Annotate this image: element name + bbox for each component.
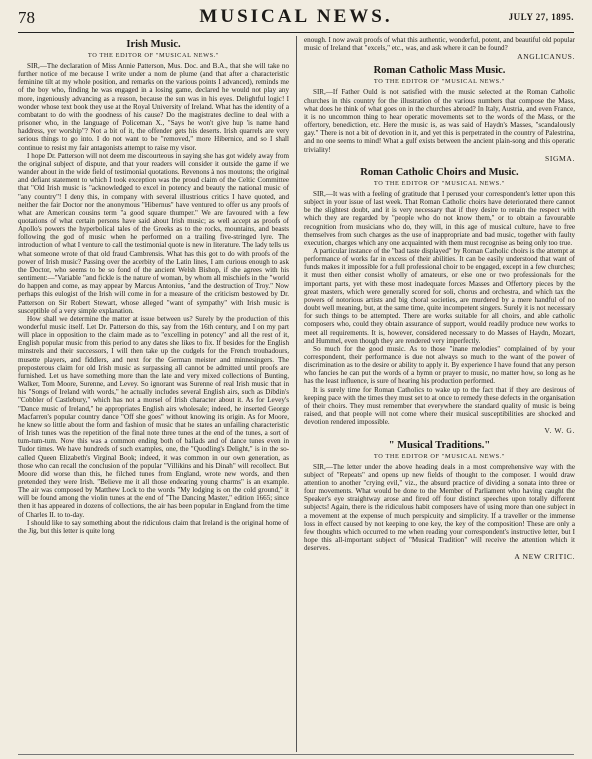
right-column (304, 36, 575, 564)
article-kicker: TO THE EDITOR OF "MUSICAL NEWS." (373, 179, 506, 187)
column-divider (296, 36, 297, 752)
page-header (18, 6, 574, 30)
signature: V. W. G. (544, 426, 575, 436)
paragraph: SIR,—The letter under the above heading deals in a most comprehensive way with the subject of "Repeats" and opens up new fields of thought to the composer. I would draw attention to another "crying evil," viz., the absurd practice of dividing a sonata into three or four movements. What would be done to the Member of Parliament who having caught the Speaker's eye straightway arose and fired off four distinct speeches upon totally different subjects! Again, there is the ridiculous habit composers have of using more than one subject in a movement at the expense of much perspicuity and simplicity. If a traveller or the immense loss in effect caused by not keeping to one key, the key of the composition! These are only a few thoughts which occurred to me when reading your correspondent's instructive letter, but I hope this all-important subject of "Musical Tradition" will receive the attention which it deserves. (304, 462, 575, 553)
article-kicker: TO THE EDITOR OF "MUSICAL NEWS." (87, 52, 220, 59)
signature: A NEW CRITIC. (514, 552, 575, 562)
paragraph: I should like to say something about the ridiculous claim that Ireland is the original home of the Jig, but this letter is quite long (18, 518, 289, 535)
issue-date: JULY 27, 1895. (508, 12, 574, 22)
page-number: 78 (18, 8, 35, 27)
paragraph: SIR,—It was with a feeling of gratitude that I perused your correspondent's letter upon this subject in your issue of last week. That Roman Catholic choirs have deteriorated there cannot be the slightest doubt, and it is very necessary that if they desire to retain the respect with which they are regarded by "people who do not know them," or to obtain a favourable recognition from musicians who do, they will, in this age of musical culture, have to free themselves from such charges as the use of inappropriate and bad music, together with faulty execution, charges which any one acquainted with them must recognise as being only too true. (304, 189, 575, 247)
journal-title: MUSICAL NEWS. (199, 6, 393, 27)
paragraph: It is surely time for Roman Catholics to wake up to the fact that if they are desirous of keeping pace with the times they must set to at once to remedy these defects in the organisation of their choirs. They must remember that everywhere the standard quality of music is being raised, and that people will not come where their musical susceptibilities are shocked and devotion rendered impossible. (304, 385, 575, 427)
paragraph: How shall we determine the matter at issue between us? Surely by the production of this wonderful music itself. Let Dr. Patterson do this, say from the 16th century, and I on my part will place in opposition to the claim made as to "excelling in potency" and all the rest of it, English popular music from this period to any dates she likes to fix. If besides for the English minstrels and their successors, I will then take up the cudgels for the French troubadours, musette players, and fiddlers, and next for the German meister and minnesingers. The preposterous claim for old Irish music as surpassing all cannot be admitted until proofs are furnished. Let us have something more than the late and very mixed collections of Bunting, Walker, Tom Moore, Surenne, and Levey. So ignorant was Surenne of real Irish music that in his "Songs of Ireland with words," he actually includes several English airs, such as Dibdin's "Cobbler of Castlebury," which has not a morsel of Irish character about it. As for Levey's "Dance music of Ireland," he appropriates English airs wholesale; indeed, he inserted George Macfarren's popular country dance "Off she goes" without knowing its origin. As for Moore, he knew so little about the form and fashion of music that he states an unfailing characteristic of Irish tunes was the repetition of the final note three tunes at the end of the tunes, a sort of tum-tum-tum. Now this was a common ending both of ballads and of dance tunes even in Tudor times. We have hundreds of such examples, one, the "Quodling's Delight," is in the so-called Queen Elizabeth's Virginal Book; indeed, it was common in our own generation, as those who can recall the conclusion of the popular "Villikins and his Dinah" will recollect. But Moore did worse than this, he filched tunes from England, wrote new words, and then pretended they were Irish. "Believe me it all those endearing young charms" is an example. The air was composed by Matthew Lock to the words "My lodging is on the cold ground," it will be found among the violin tunes at the end of "The Dancing Master," edition 1665; since then it has appeared in dozens of collections, the air has been popular in England from the time of Charles II. to to-day. (18, 314, 289, 519)
header-rule (18, 32, 574, 33)
signature: SIGMA. (545, 153, 575, 163)
bottom-rule (18, 754, 574, 755)
article-kicker: TO THE EDITOR OF "MUSICAL NEWS." (373, 452, 506, 460)
paragraph: So much for the good music. As to those "inane melodies" complained of by your correspondent, their performance is due not always so much to the want of the power of discrimination as to the desire or ability to apply it. By experience I have found that any person who fancies he can put the words of a hymn or prayer to music, no matter how, so long as he has the least influence, is sure of hearing his production performed. (304, 344, 575, 386)
paragraph-continued: enough. I now await proofs of what this authentic, wonderful, potent, and beautiful old popular music of Ireland that "excels," etc., was, and ask where it can be found? (304, 36, 575, 53)
left-column (18, 36, 289, 535)
paragraph: SIR,—The declaration of Miss Annie Patterson, Mus. Doc. and B.A., that she will take no further notice of me because I write under a nom de plume (and that after a characteristic feminine tilt at my whole position, and remarks on the various points I advanced), reminds me of the boy who, finding he was engaged in a losing game, declared he would not play any more, ingeniously advancing as a reason, because the sun was in his eyes. Delightful logic! I wonder whose text book they use at the Royal University of Ireland. What has the identity of a combatant to do with the goodness of his cause? Do the magistrates decline to deal with a prisoner who, in the language of Policeman X., "Says he won't give hup 'is name hand haddress, yer worship"? Not a bit of it, the offender gets his deserts. Irish quarrels are very serious things to go into. I do not want to be "removed," more Hibernice, and so I shall continue to resist my fair antagonists attempt to raise my visor. (18, 62, 289, 152)
article-title-mass-music: Roman Catholic Mass Music. (373, 65, 506, 77)
article-title-musical-traditions: " Musical Traditions." (388, 439, 491, 451)
paragraph: A particular instance of the "bad taste displayed" by Roman Catholic choirs is the attempt at performance of works far in excess of their abilities. It can be easily understood that want of funds makes it impossible for a full professional choir to be engaged, except in a few churches; it must then either consist wholly of amateurs, or else one or two professionals for the important parts, yet with these most inadequate forces Masses and Offertory pieces by the great masters, which were generally scored for soli, chorus and orchestra, and which tax the powers of notorious artists and big choral societies, are murdered by a mere handful of no doubt well meaning, but, at the same time, quite incompetent singers. Surely it is not necessary for such things to be attempted. There are works suitable for all choirs, and able catholic composers who, could they obtain assurance of support, would readily produce new works to meet all requirements. It is, however, considered necessary to do Masses of Haydn, Mozart, and Hummel, even though they are rendered very imperfectly. (304, 246, 575, 345)
article-title-choirs-and-music: Roman Catholic Choirs and Music. (360, 166, 519, 178)
signature: ANGLICANUS. (517, 52, 575, 62)
article-title-irish-music: Irish Music. (126, 39, 181, 50)
paragraph: SIR,—If Father Ould is not satisfied with the music selected at the Roman Catholic churches in this country for the illustration of the various numbers that compose the Mass, what does he think of what goes on in the churches abroad? In Italy, Austria, and even France, it is no uncommon thing to hear operatic movements set to the words of the Mass, or the offertory, benediction, etc. Here the music is, as was said of Haydn's Masses, "scandalously gay." There is not a bit of devotion in it, and yet this is perpetrated in the country of Palestrina, and no one seems to mind! What a gulf exists between the ancient plain-song and this operatic triviality! (304, 88, 575, 154)
paragraph: I hope Dr. Patterson will not deem me discourteous in saying she has got widely away from the original subject of dispute, and that your readers will consider it outside the game if we wander about in the wide field of testimonial quotations. Revenons à nos moutons; the original and defiant statement to which I took exception was the proud claim of the Celtic Committee that "Old Irish music is "acknowledged to excel in potency and beauty the national music of "any country"! I deny this, in company with several illustrious critics I have quoted, and neither the fair Doctor nor the anonymous "Hibernus" have ventured to offer us any proofs of what are American cousins term "a good square thumper." We are favoured with a few quotations of what certain persons have said about Irish music; as well accept as proofs of Apollo's powers the hyperbolical tales of the Greeks as to the rocks, mountains, and beasts following the god of music when he performed on a trailing five-stringed lyre. The introduction of what I venture to call the testimonial quote is new in literature. The lady tells us what someone wrote of that old fraud Cambrensis. What has this got to do with proofs of the power of Irish music? Passing over the acerbity of the Latin lines, I am curious enough to ask the Doctor, who seems to be so fond of the ancient Welsh Bishop, if she agrees with his sentiment:—"Variable "and fickle is the nature of woman, by whom all mischiefs in the "world do happen and come, as may appear by Marcus Antonius, "and the destruction of Troy." Now perhaps this eulogist of the Irish will come in for a measure of the criticism bestowed by Dr. Patterson on Sir Robert Stewart, whose alleged "want of sympathy" with Irish music is susceptible of a very simple explanation. (18, 151, 289, 315)
article-kicker: TO THE EDITOR OF "MUSICAL NEWS." (373, 78, 506, 86)
